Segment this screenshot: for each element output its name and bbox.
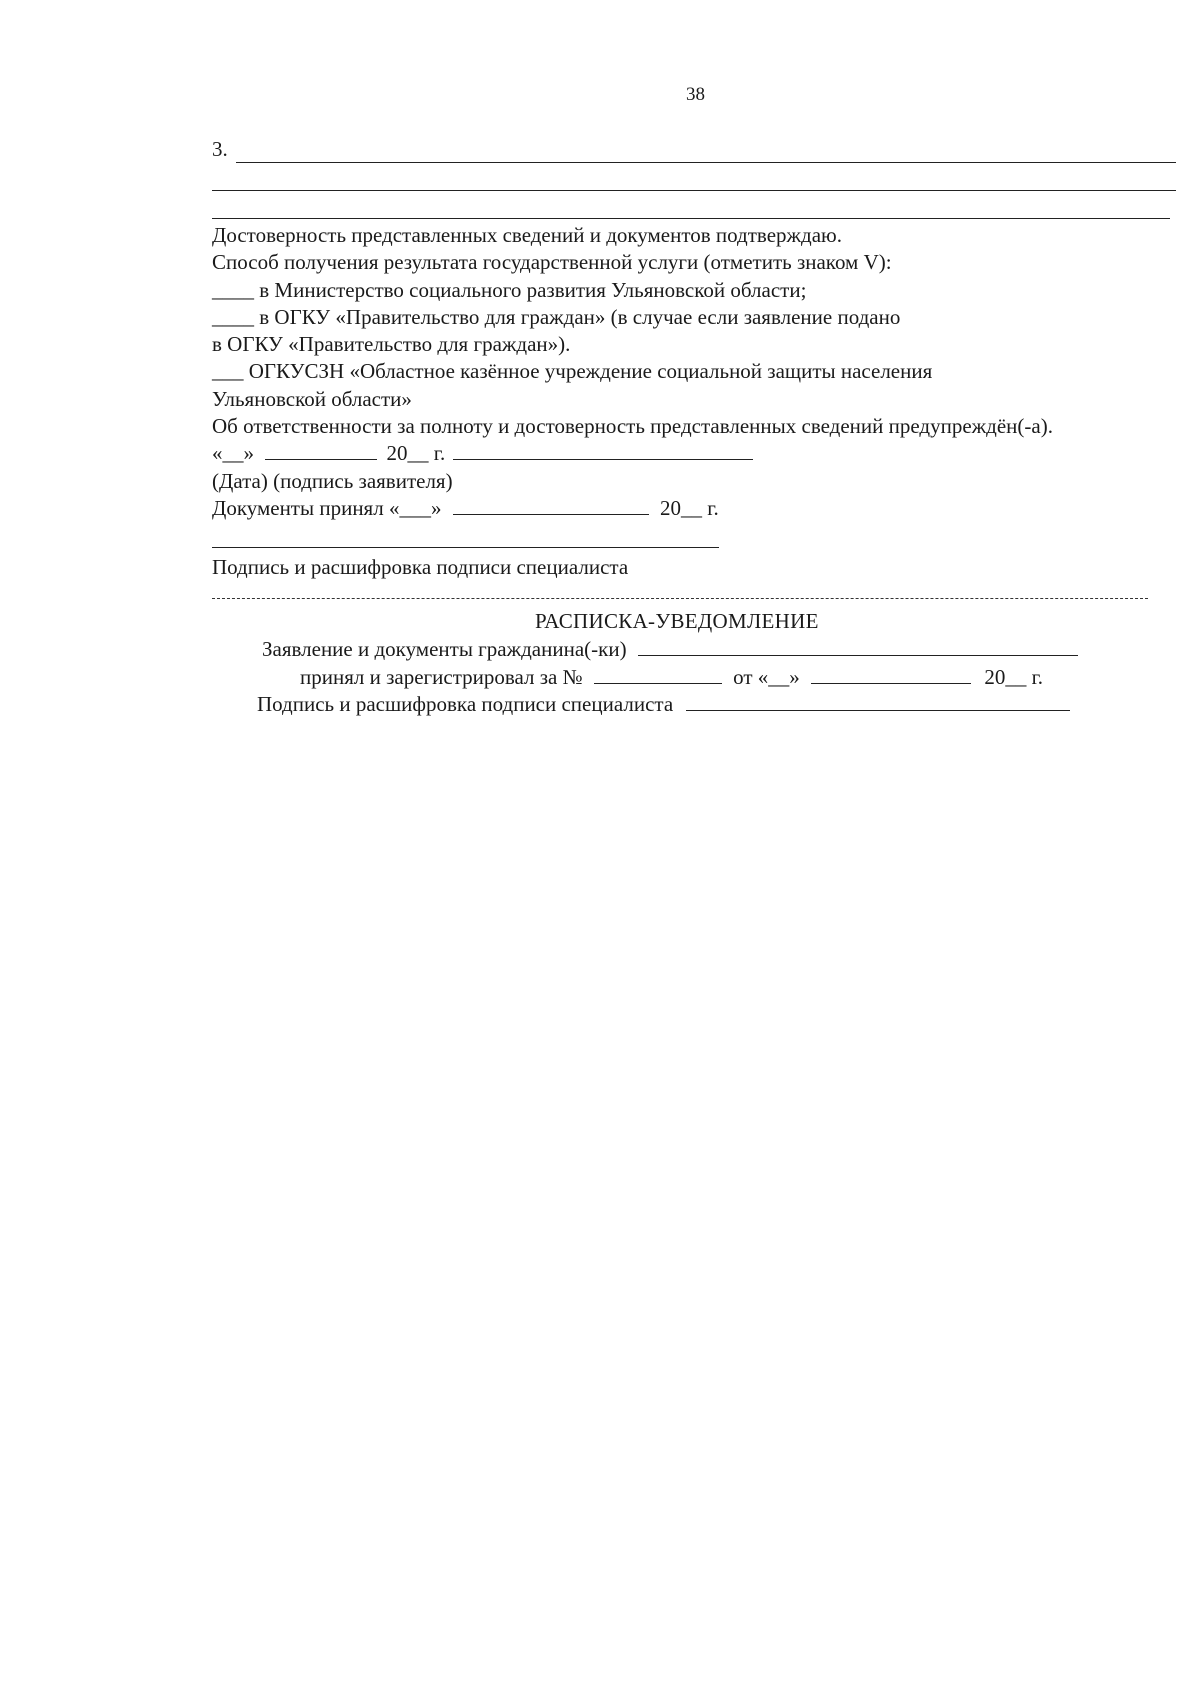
cut-line <box>212 598 1148 599</box>
receipt-line-applicant <box>262 636 1078 662</box>
item-3-label: 3. <box>212 137 228 161</box>
date-signature-caption: (Дата) (подпись заявителя) <box>212 469 453 493</box>
receipt-registration-month-field[interactable] <box>811 665 971 684</box>
option-social-protection-checkbox-blank[interactable]: ___ <box>212 359 244 383</box>
option-government-label: в ОГКУ «Правительство для граждан» (в случае если заявление подано <box>259 305 901 329</box>
documents-accepted-line <box>212 495 719 521</box>
receipt-registration-label: принял и зарегистрировал за № <box>300 665 583 689</box>
receipt-registration-from: от «__» <box>733 665 800 689</box>
receipt-line-registration <box>300 664 1043 690</box>
receipt-title: РАСПИСКА-УВЕДОМЛЕНИЕ <box>535 609 819 633</box>
receipt-line-specialist <box>257 691 1070 717</box>
option-ministry <box>212 277 806 303</box>
option-government-checkbox-blank[interactable]: ____ <box>212 305 254 329</box>
documents-accepted-year: 20__ г. <box>659 496 719 520</box>
option-government-for-citizens <box>212 304 900 330</box>
option-government-continuation: в ОГКУ «Правительство для граждан»). <box>212 332 571 356</box>
receipt-specialist-label: Подпись и расшифровка подписи специалиста <box>257 692 674 716</box>
confirmation-text: Достоверность представленных сведений и документов подтверждаю. <box>212 223 842 247</box>
documents-accepted-label: Документы принял «___» <box>212 496 442 520</box>
option-ministry-checkbox-blank[interactable]: ____ <box>212 278 254 302</box>
receipt-specialist-signature-field[interactable] <box>686 692 1070 711</box>
option-ministry-label: в Министерство социального развития Ульяновской области; <box>259 278 807 302</box>
receipt-registration-year: 20__ г. <box>984 665 1044 689</box>
applicant-date-month-field[interactable] <box>265 441 377 460</box>
item-3-blank-line-1 <box>236 162 1176 163</box>
specialist-signature-line <box>212 547 719 548</box>
page-number: 38 <box>686 84 705 105</box>
item-3-blank-line-3 <box>212 218 1170 219</box>
option-social-protection-label: ОГКУСЗН «Областное казённое учреждение социальной защиты населения <box>248 359 933 383</box>
applicant-date-year: 20__ г. <box>386 441 446 465</box>
receipt-applicant-label: Заявление и документы гражданина(-ки) <box>262 637 627 661</box>
item-3-blank-line-2 <box>212 190 1176 191</box>
receipt-applicant-name-field[interactable] <box>638 637 1078 656</box>
method-heading: Способ получения результата государственной услуги (отметить знаком V): <box>212 250 892 274</box>
applicant-date-day: «__» <box>212 441 254 465</box>
specialist-signature-caption: Подпись и расшифровка подписи специалиста <box>212 555 629 579</box>
responsibility-statement: Об ответственности за полноту и достоверность представленных сведений предупреждён(-а). <box>212 414 1053 438</box>
documents-accepted-month-field[interactable] <box>453 496 649 515</box>
option-social-protection <box>212 358 932 384</box>
receipt-registration-number-field[interactable] <box>594 665 722 684</box>
applicant-date-line <box>212 440 753 466</box>
applicant-signature-field[interactable] <box>453 441 753 460</box>
option-social-protection-continuation: Ульяновской области» <box>212 387 412 411</box>
